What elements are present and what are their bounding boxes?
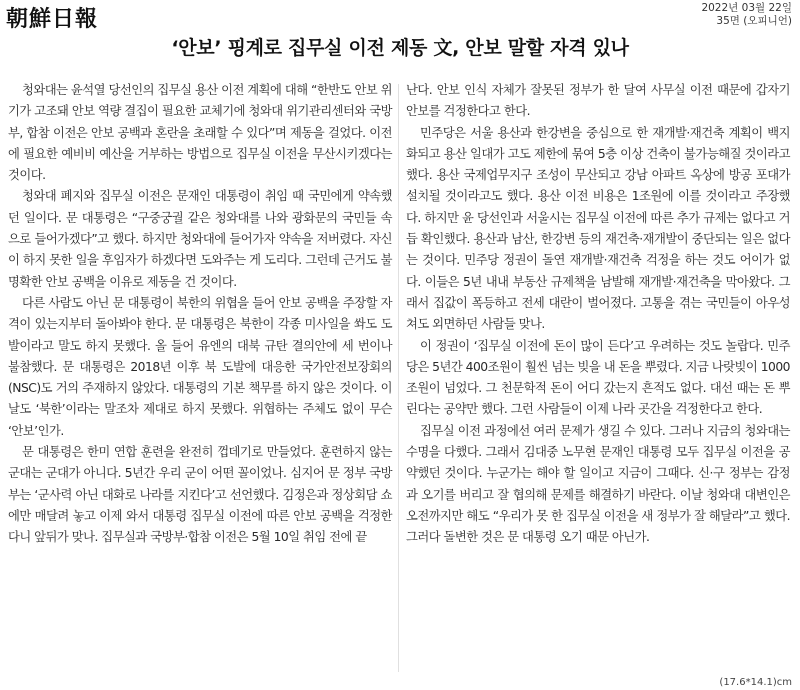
paragraph: 청와대 폐지와 집무실 이전은 문재인 대통령이 취임 때 국민에게 약속했던 일이다. 문 대통령은 “구중궁궐 같은 청와대를 나와 광화문의 국민들 속으로 들어가겠다”고 했다. 하지만 청와대에 들어가자 약속을 저버렸다. 자신이 하지 못한 일을 후임자가 하겠다면 도와주는 게 도리다. 그런데 근거도 불명확한 안보 공백을 이유로 제동을 건 것이다. — [8, 189, 392, 289]
column-divider — [398, 84, 399, 672]
page-section: 35면 (오피니언) — [716, 15, 792, 27]
article-right-column — [406, 80, 790, 549]
article-left-column — [8, 80, 392, 549]
paragraph: 문 대통령은 한미 연합 훈련을 완전히 껍데기로 만들었다. 훈련하지 않는 군대는 군대가 아니다. 5년간 우리 군이 어떤 꼴이었나. 심지어 문 정부 국방부는 ‘군사력 아닌 대화로 나라를 지킨다’고 선언했다. 김정은과 정상회담 쇼에만 매달려 놓고 이제 와서 대통령 집무실 이전에 따른 안보 공백을 걱정한다니 앞뒤가 맞나. 집무실과 국방부·합참 이전은 5월 10일 취임 전에 끝 — [8, 445, 392, 545]
publication-date: 2022년 03월 22일 — [701, 2, 792, 14]
article-headline: ‘안보’ 핑계로 집무실 이전 제동 文, 안보 말할 자격 있나 — [171, 37, 629, 59]
paragraph: 민주당은 서울 용산과 한강변을 중심으로 한 재개발·재건축 계획이 백지화되고 용산 일대가 고도 제한에 묶여 5층 이상 건축이 불가능해질 것이라고 했다. 용산 국제업무지구 조성이 무산되고 강남 아파트 옥상에 방공 포대가 설치될 것이라고도 했다. 용산 이전 비용은 1조원에 이를 것이라고 주장했다. 하지만 윤 당선인과 서울시는 집무실 이전에 따른 추가 규제는 없다고 거듭 확인했다. 용산과 남산, 한강변 등의 재건축·재개발이 중단되는 일은 없다는 것이다. 민주당 정권이 돌연 재개발·재건축 걱정을 하는 것도 어이가 없다. 이들은 5년 내내 부동산 규제책을 남발해 재개발·재건축을 막아왔다. 그래서 집값이 폭등하고 전세 대란이 벌어졌다. 고통을 겪는 국민들이 아우성쳐도 외면하던 사람들 맞나. — [406, 125, 790, 332]
paragraph: 청와대는 윤석열 당선인의 집무실 용산 이전 계획에 대해 “한반도 안보 위기가 고조돼 안보 역량 결집이 필요한 교체기에 청와대 위기관리센터와 국방부, 합참 이전은 안보 공백과 혼란을 초래할 수 있다”며 제동을 걸었다. 이전에 필요한 예비비 예산을 거부하는 방법으로 집무실 이전을 무산시키겠다는 것이다. — [8, 83, 392, 183]
paragraph: 집무실 이전 과정에선 여러 문제가 생길 수 있다. 그러나 지금의 청와대는 수명을 다했다. 그래서 김대중 노무현 문재인 대통령 모두 집무실 이전을 공약했던 것이다. 누군가는 해야 할 일이고 지금이 그때다. 신·구 정부는 감정과 오기를 버리고 잘 협의해 문제를 해결하기 바란다. 이날 청와대 대변인은 오전까지만 해도 “우리가 못 한 집무실 이전을 새 정부가 잘 해달라”고 했다. 그러다 돌변한 것은 문 대통령 오기 때문 아닌가. — [406, 423, 790, 545]
paragraph: 이 정권이 ‘집무실 이전에 돈이 많이 든다’고 우려하는 것도 놀랍다. 민주당은 5년간 400조원이 훨씬 넘는 빚을 내 돈을 뿌렸다. 지금 나랏빚이 1000조원이 넘었다. 그 천문학적 돈이 어디 갔는지 흔적도 없다. 대선 때는 돈 뿌린다는 공약만 했다. 그런 사람들이 이제 나라 곳간을 걱정한다고 한다. — [406, 338, 790, 417]
dateline — [701, 2, 792, 28]
paragraph: 난다. 안보 인식 자체가 잘못된 정부가 한 달여 사무실 이전 때문에 갑자기 안보를 걱정한다고 한다. — [406, 83, 790, 119]
newspaper-masthead: 朝鮮日報 — [6, 6, 99, 32]
clipping-size-note: (17.6*14.1)cm — [719, 677, 792, 688]
paragraph: 다른 사람도 아닌 문 대통령이 북한의 위협을 들어 안보 공백을 주장할 자격이 있는지부터 돌아봐야 한다. 문 대통령은 북한이 각종 미사일을 쏴도 도발이라고 말도 하지 못했다. 올 들어 유엔의 대북 규탄 결의안에 세 번이나 불참했다. 문 대통령은 2018년 이후 북 도발에 대응한 국가안전보장회의(NSC)도 거의 주재하지 않았다. 대통령의 기본 책무를 하지 않은 것이다. 이날도 ‘북한’이라는 말조차 제대로 하지 못했다. 위협하는 주체도 없이 무슨 ‘안보’인가. — [8, 295, 392, 438]
